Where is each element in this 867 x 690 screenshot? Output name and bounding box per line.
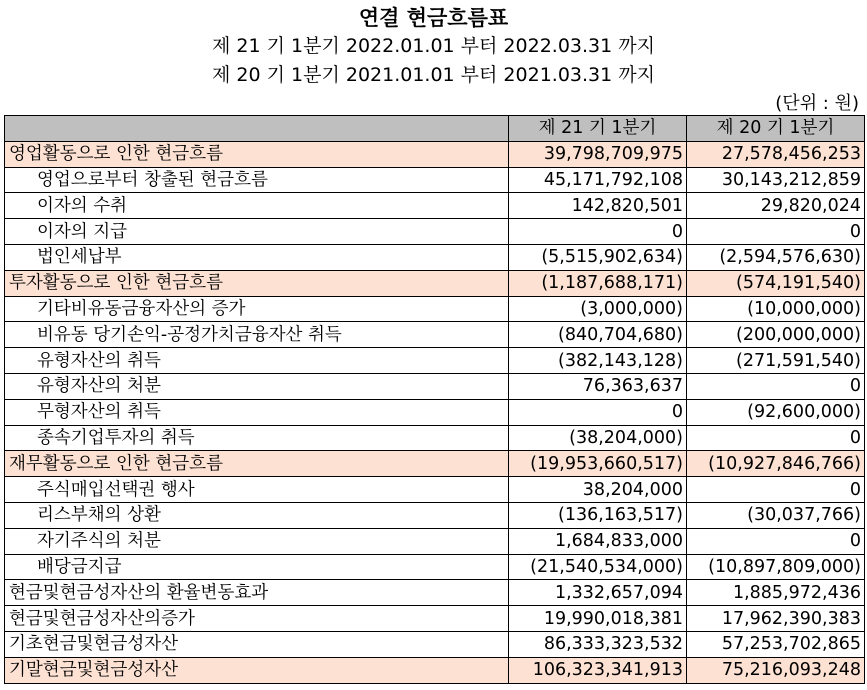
row-current-value: 1,332,657,094 <box>509 580 687 606</box>
table-row <box>5 322 865 348</box>
row-current-value: (840,704,680) <box>509 322 687 348</box>
row-current-value: (21,540,534,000) <box>509 554 687 580</box>
row-label: 이자의 수취 <box>5 193 509 219</box>
row-label: 기타비유동금융자산의 증가 <box>5 296 509 322</box>
unit-label: (단위 : 원) <box>775 93 859 114</box>
row-current-value: 0 <box>509 399 687 425</box>
row-prior-value: 30,143,212,859 <box>687 167 865 193</box>
table-row <box>5 167 865 193</box>
row-label: 이자의 지급 <box>5 219 509 245</box>
row-prior-value: 0 <box>687 477 865 503</box>
row-label: 현금및현금성자산의증가 <box>5 606 509 632</box>
row-prior-value: 27,578,456,253 <box>687 141 865 167</box>
row-current-value: (136,163,517) <box>509 502 687 528</box>
row-label: 무형자산의 취득 <box>5 399 509 425</box>
row-label: 투자활동으로 인한 현금흐름 <box>5 270 509 296</box>
statement-title: 연결 현금흐름표 <box>358 6 509 30</box>
row-current-value: (38,204,000) <box>509 425 687 451</box>
header-row <box>5 116 865 142</box>
table-row <box>5 477 865 503</box>
row-label: 배당금지급 <box>5 554 509 580</box>
row-current-value: 0 <box>509 219 687 245</box>
row-current-value: 38,204,000 <box>509 477 687 503</box>
row-label: 종속기업투자의 취득 <box>5 425 509 451</box>
row-label: 유형자산의 처분 <box>5 373 509 399</box>
row-prior-value: 1,885,972,436 <box>687 580 865 606</box>
row-prior-value: 0 <box>687 219 865 245</box>
row-label: 영업활동으로 인한 현금흐름 <box>5 141 509 167</box>
row-label: 기초현금및현금성자산 <box>5 631 509 657</box>
row-current-value: 76,363,637 <box>509 373 687 399</box>
row-current-value: 1,684,833,000 <box>509 528 687 554</box>
row-label: 주식매입선택권 행사 <box>5 477 509 503</box>
row-prior-value: 57,253,702,865 <box>687 631 865 657</box>
header-current-period: 제 21 기 1분기 <box>509 116 687 142</box>
row-prior-value: 29,820,024 <box>687 193 865 219</box>
table-row <box>5 193 865 219</box>
table-row <box>5 270 865 296</box>
period-prior: 제 20 기 1분기 2021.01.01 부터 2021.03.31 까지 <box>212 64 655 86</box>
row-prior-value: (92,600,000) <box>687 399 865 425</box>
row-current-value: 45,171,792,108 <box>509 167 687 193</box>
row-prior-value: (10,897,809,000) <box>687 554 865 580</box>
table-row <box>5 554 865 580</box>
table-row <box>5 425 865 451</box>
row-label: 재무활동으로 인한 현금흐름 <box>5 451 509 477</box>
row-current-value: 19,990,018,381 <box>509 606 687 632</box>
table-row <box>5 348 865 374</box>
row-current-value: 39,798,709,975 <box>509 141 687 167</box>
row-current-value: 142,820,501 <box>509 193 687 219</box>
table-row <box>5 606 865 632</box>
row-current-value: 86,333,323,532 <box>509 631 687 657</box>
table-row <box>5 451 865 477</box>
row-prior-value: 0 <box>687 425 865 451</box>
table-row <box>5 580 865 606</box>
row-label: 법인세납부 <box>5 244 509 270</box>
row-prior-value: (10,927,846,766) <box>687 451 865 477</box>
row-label: 자기주식의 처분 <box>5 528 509 554</box>
row-current-value: (1,187,688,171) <box>509 270 687 296</box>
cash-flow-table <box>4 115 865 684</box>
table-row <box>5 631 865 657</box>
row-prior-value: (271,591,540) <box>687 348 865 374</box>
row-prior-value: (10,000,000) <box>687 296 865 322</box>
table-row <box>5 244 865 270</box>
table-row <box>5 657 865 683</box>
row-label: 기말현금및현금성자산 <box>5 657 509 683</box>
header-prior-period: 제 20 기 1분기 <box>687 116 865 142</box>
table-row <box>5 502 865 528</box>
row-current-value: (5,515,902,634) <box>509 244 687 270</box>
row-current-value: 106,323,341,913 <box>509 657 687 683</box>
row-prior-value: 17,962,390,383 <box>687 606 865 632</box>
row-prior-value: (574,191,540) <box>687 270 865 296</box>
row-current-value: (19,953,660,517) <box>509 451 687 477</box>
table-row <box>5 219 865 245</box>
row-label: 비유동 당기손익-공정가치금융자산 취득 <box>5 322 509 348</box>
period-current: 제 21 기 1분기 2022.01.01 부터 2022.03.31 까지 <box>212 35 655 57</box>
row-prior-value: 0 <box>687 373 865 399</box>
row-prior-value: 0 <box>687 528 865 554</box>
header-label-cell <box>5 116 509 142</box>
table-row <box>5 373 865 399</box>
row-prior-value: (30,037,766) <box>687 502 865 528</box>
row-current-value: (3,000,000) <box>509 296 687 322</box>
table-row <box>5 399 865 425</box>
row-label: 영업으로부터 창출된 현금흐름 <box>5 167 509 193</box>
row-prior-value: (2,594,576,630) <box>687 244 865 270</box>
table-row <box>5 141 865 167</box>
row-label: 유형자산의 취득 <box>5 348 509 374</box>
table-row <box>5 296 865 322</box>
row-prior-value: 75,216,093,248 <box>687 657 865 683</box>
row-prior-value: (200,000,000) <box>687 322 865 348</box>
table-row <box>5 528 865 554</box>
row-label: 현금및현금성자산의 환율변동효과 <box>5 580 509 606</box>
row-label: 리스부채의 상환 <box>5 502 509 528</box>
row-current-value: (382,143,128) <box>509 348 687 374</box>
